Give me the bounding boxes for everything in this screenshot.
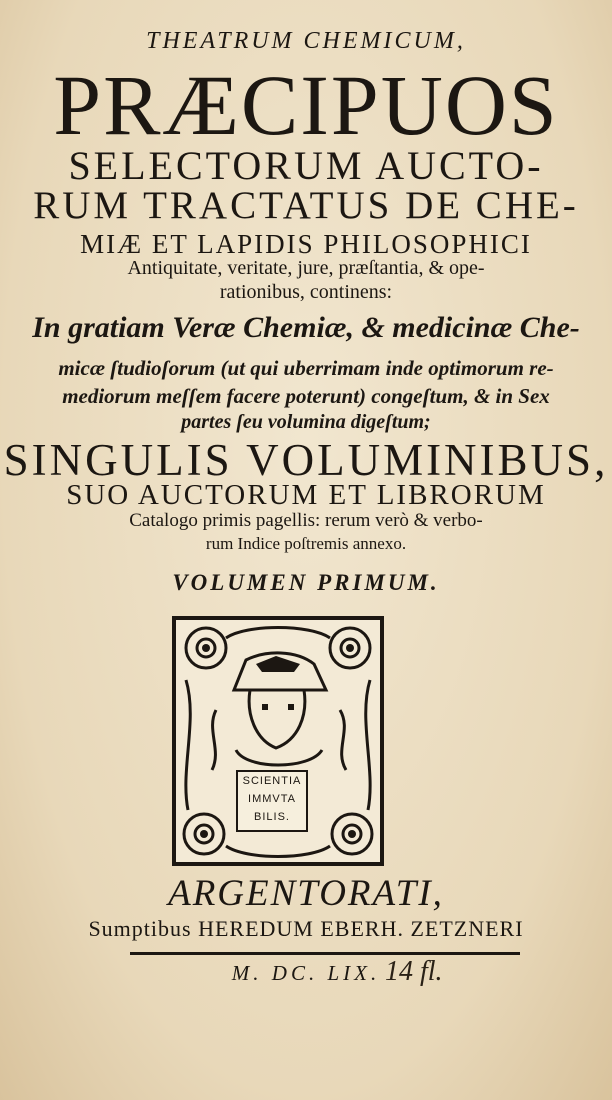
text-line-6: Antiquitate, veritate, jure, præſtantia, & ope- bbox=[127, 257, 485, 279]
text-line-11: partes ſeu volumina digeſtum; bbox=[181, 411, 431, 433]
text-line-9: micæ ſtudioſorum (ut qui uberrimam inde optimorum re- bbox=[58, 356, 554, 380]
text-line-12: SINGULIS VOLUMINIBUS, bbox=[3, 435, 609, 485]
text-line-4: RUM TRACTATUS DE CHE- bbox=[33, 184, 579, 227]
heading-theatrum: THEATRUM CHEMICUM, bbox=[146, 28, 466, 54]
text-line-8: In gratiam Veræ Chemiæ, & medicinæ Che- bbox=[32, 311, 580, 344]
divider-rule bbox=[130, 952, 520, 955]
text-line-5: MIÆ ET LAPIDIS PHILOSOPHICI bbox=[80, 229, 532, 259]
handwritten-price: 14 fl. bbox=[385, 956, 443, 987]
imprint-place: ARGENTORATI, bbox=[168, 873, 444, 914]
imprint-publisher: Sumptibus HEREDUM EBERH. ZETZNERI bbox=[88, 916, 524, 941]
text-line-7: rationibus, continens: bbox=[219, 281, 393, 303]
imprint-date: M. DC. LIX. bbox=[231, 961, 381, 985]
text-line-14: Catalogo primis pagellis: rerum verò & verbo- bbox=[129, 510, 483, 531]
motto-line-2: IMMVTA bbox=[248, 793, 296, 805]
emblem-motto-tablet bbox=[236, 770, 308, 832]
motto-line-1: SCIENTIA bbox=[242, 775, 302, 787]
text-line-15: rum Indice poſtremis annexo. bbox=[205, 534, 407, 553]
woodcut-emblem-icon bbox=[172, 616, 384, 866]
motto-line-3: BILIS. bbox=[254, 811, 290, 823]
text-line-10: mediorum meſſem facere poterunt) congeſtum, & in Sex bbox=[62, 384, 550, 408]
text-line-3: SELECTORUM AUCTO- bbox=[68, 143, 544, 188]
text-line-13: SUO AUCTORUM ET LIBRORUM bbox=[66, 479, 546, 511]
heading-praecipuos: PRÆCIPUOS bbox=[53, 57, 559, 153]
volume-label: VOLUMEN PRIMUM. bbox=[172, 570, 440, 595]
